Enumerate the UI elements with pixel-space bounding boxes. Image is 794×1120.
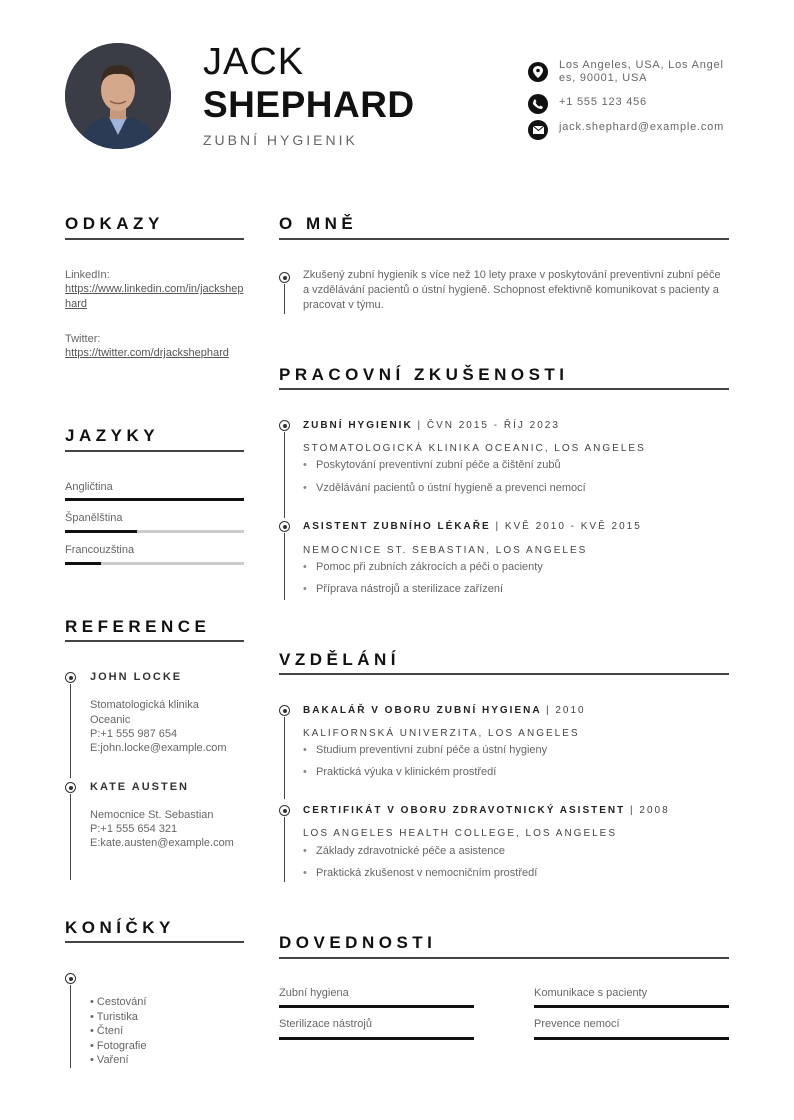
contact-phone: +1 555 123 456 bbox=[559, 96, 647, 108]
hobby-item: • Fotografie bbox=[90, 1039, 146, 1054]
timeline-line bbox=[284, 533, 285, 600]
skill-name: Zubní hygiena bbox=[279, 987, 349, 999]
separator: | bbox=[417, 420, 423, 431]
job-title: ZUBNÍ HYGIENIK bbox=[203, 132, 358, 148]
education-date: 2008 bbox=[639, 805, 670, 816]
links-heading: ODKAZY bbox=[65, 214, 164, 233]
timeline-line bbox=[70, 985, 71, 1068]
links-rule bbox=[65, 238, 244, 240]
profile-photo bbox=[65, 43, 171, 149]
phone-icon bbox=[528, 94, 548, 114]
degree-title: BAKALÁŘ V OBORU ZUBNÍ HYGIENA bbox=[303, 705, 542, 716]
linkedin-link[interactable]: https://www.linkedin.com/in/jackshephard bbox=[65, 283, 244, 310]
skill-name: Komunikace s pacienty bbox=[534, 987, 648, 999]
degree-title: CERTIFIKÁT V OBORU ZDRAVOTNICKÝ ASISTENT bbox=[303, 805, 626, 816]
language-level-bar bbox=[65, 530, 137, 533]
job-date: KVĚ 2010 - KVĚ 2015 bbox=[504, 521, 642, 532]
contact-address: Los Angeles, USA, Los Angeles, 90001, USA bbox=[559, 59, 724, 84]
timeline-line bbox=[284, 717, 285, 799]
about-heading: O MNĚ bbox=[279, 214, 358, 233]
education-institution: LOS ANGELES HEALTH COLLEGE, LOS ANGELES bbox=[303, 828, 618, 839]
reference-name: JOHN LOCKE bbox=[90, 671, 183, 683]
reference-name: KATE AUSTEN bbox=[90, 781, 189, 793]
languages-heading: JAZYKY bbox=[65, 426, 160, 445]
language-name: Angličtina bbox=[65, 481, 113, 493]
timeline-dot-icon bbox=[279, 521, 290, 532]
about-rule bbox=[279, 238, 729, 240]
skill-name: Prevence nemocí bbox=[534, 1018, 620, 1030]
timeline-dot-icon bbox=[65, 672, 76, 683]
reference-org: Stomatologická klinika Oceanic bbox=[90, 699, 199, 726]
hobbies-rule bbox=[65, 941, 244, 943]
person-photo-icon bbox=[65, 43, 171, 149]
timeline-dot-icon bbox=[279, 420, 290, 431]
twitter-link[interactable]: https://twitter.com/drjackshephard bbox=[65, 347, 229, 359]
education-heading: VZDĚLÁNÍ bbox=[279, 650, 400, 669]
language-level-track bbox=[65, 498, 244, 501]
envelope-icon bbox=[528, 120, 548, 140]
job-entry-title bbox=[303, 521, 642, 532]
language-name: Francouzština bbox=[65, 544, 135, 556]
education-bullet: • Praktická výuka v klinickém prostředí bbox=[303, 766, 496, 778]
job-organization: STOMATOLOGICKÁ KLINIKA OCEANIC, LOS ANGELES bbox=[303, 443, 646, 454]
job-bullet: • Pomoc při zubních zákrocích a péči o pacienty bbox=[303, 561, 543, 573]
job-title: ASISTENT ZUBNÍHO LÉKAŘE bbox=[303, 521, 491, 532]
timeline-dot-icon bbox=[279, 805, 290, 816]
language-name: Španělština bbox=[65, 512, 123, 524]
last-name: SHEPHARD bbox=[203, 84, 415, 125]
language-level-bar bbox=[65, 562, 101, 565]
education-bullet: • Praktická zkušenost v nemocničním prostředí bbox=[303, 867, 537, 879]
education-entry-title bbox=[303, 705, 586, 716]
education-bullet: • Základy zdravotnické péče a asistence bbox=[303, 845, 505, 857]
education-date: 2010 bbox=[555, 705, 586, 716]
timeline-dot-icon bbox=[65, 782, 76, 793]
education-rule bbox=[279, 673, 729, 675]
skill-level-bar bbox=[279, 1005, 474, 1008]
language-level-track bbox=[65, 530, 244, 533]
job-date: ČVN 2015 - ŘÍJ 2023 bbox=[426, 420, 560, 431]
reference-email: E:kate.austen@example.com bbox=[90, 837, 234, 849]
languages-rule bbox=[65, 450, 244, 452]
experience-heading: PRACOVNÍ ZKUŠENOSTI bbox=[279, 365, 569, 384]
skill-level-bar bbox=[534, 1005, 729, 1008]
experience-rule bbox=[279, 388, 729, 390]
separator: | bbox=[630, 805, 635, 816]
about-text: Zkušený zubní hygienik s více než 10 lety praxe v poskytování preventivní zubní péče a vzdělávání pacientů o ústní hygieně. Schopnost efektivně komunikovat s pacienty a pracovat v týmu. bbox=[303, 269, 721, 311]
twitter-label: Twitter: bbox=[65, 333, 101, 345]
job-bullet: • Vzdělávání pacientů o ústní hygieně a prevenci nemocí bbox=[303, 482, 586, 494]
location-pin-icon bbox=[528, 62, 548, 82]
education-entry-title bbox=[303, 805, 670, 816]
skills-heading: DOVEDNOSTI bbox=[279, 933, 437, 952]
reference-email: E:john.locke@example.com bbox=[90, 742, 227, 754]
language-level-track bbox=[65, 562, 244, 565]
education-institution: KALIFORNSKÁ UNIVERZITA, LOS ANGELES bbox=[303, 728, 580, 739]
skill-level-bar bbox=[279, 1037, 474, 1040]
hobbies-heading: KONÍČKY bbox=[65, 918, 175, 937]
linkedin-label: LinkedIn: bbox=[65, 269, 110, 281]
timeline-line bbox=[70, 794, 71, 880]
timeline-line bbox=[284, 284, 285, 314]
job-organization: NEMOCNICE ST. SEBASTIAN, LOS ANGELES bbox=[303, 545, 588, 556]
job-bullet: • Poskytování preventivní zubní péče a čištění zubů bbox=[303, 459, 561, 471]
timeline-line bbox=[70, 684, 71, 778]
skills-rule bbox=[279, 957, 729, 959]
reference-phone: P:+1 555 654 321 bbox=[90, 823, 178, 835]
timeline-dot-icon bbox=[279, 272, 290, 283]
separator: | bbox=[545, 705, 551, 716]
timeline-line bbox=[284, 432, 285, 518]
skill-name: Sterilizace nástrojů bbox=[279, 1018, 372, 1030]
first-name: JACK bbox=[203, 41, 305, 83]
language-level-bar bbox=[65, 498, 244, 501]
hobby-item: • Cestování bbox=[90, 995, 146, 1010]
job-title: ZUBNÍ HYGIENIK bbox=[303, 420, 413, 431]
timeline-dot-icon bbox=[279, 705, 290, 716]
hobby-item: • Vaření bbox=[90, 1053, 129, 1068]
hobby-item: • Čtení bbox=[90, 1024, 123, 1039]
references-heading: REFERENCE bbox=[65, 617, 211, 636]
education-bullet: • Studium preventivní zubní péče a ústní hygieny bbox=[303, 744, 547, 756]
reference-org: Nemocnice St. Sebastian bbox=[90, 809, 214, 821]
job-bullet: • Příprava nástrojů a sterilizace zařízení bbox=[303, 583, 503, 595]
timeline-line bbox=[284, 817, 285, 882]
references-rule bbox=[65, 640, 244, 642]
job-entry-title bbox=[303, 420, 560, 431]
timeline-dot-icon bbox=[65, 973, 76, 984]
skill-level-bar bbox=[534, 1037, 729, 1040]
separator: | bbox=[495, 521, 501, 532]
reference-phone: P:+1 555 987 654 bbox=[90, 728, 178, 740]
contact-email: jack.shephard@example.com bbox=[559, 121, 725, 133]
hobby-item: • Turistika bbox=[90, 1010, 138, 1025]
